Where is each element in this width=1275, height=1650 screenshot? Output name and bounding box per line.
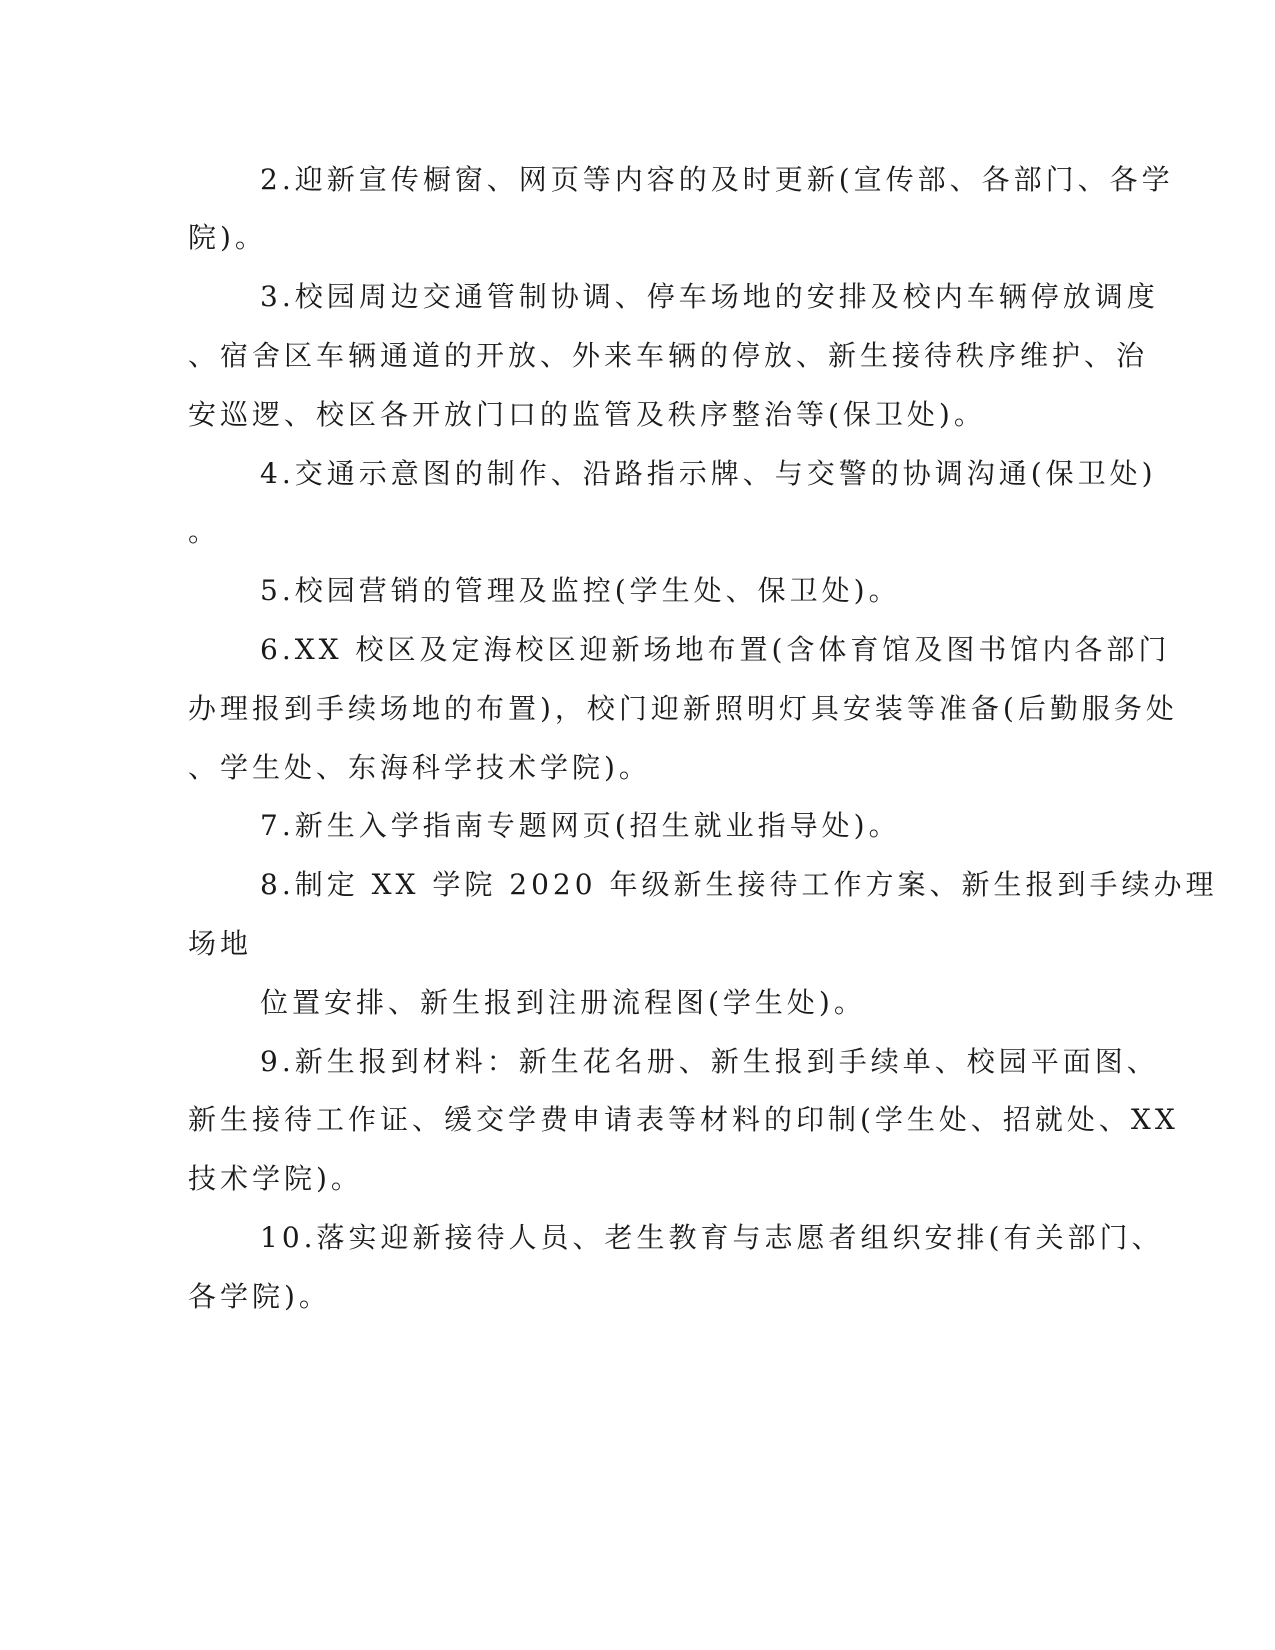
paragraph-9-line-3: 技术学院)。 — [188, 1162, 363, 1195]
paragraph-10-line-2: 各学院)。 — [188, 1280, 331, 1313]
paragraph-6-line-2: 办理报到手续场地的布置)，校门迎新照明灯具安装等准备(后勤服务处 — [188, 692, 1178, 725]
paragraph-8-continuation: 位置安排、新生报到注册流程图(学生处)。 — [260, 986, 866, 1019]
paragraph-10-line-1: 10.落实迎新接待人员、老生教育与志愿者组织安排(有关部门、 — [260, 1221, 1164, 1254]
paragraph-8-line-2: 场地 — [188, 927, 253, 960]
paragraph-3-line-2: 、宿舍区车辆通道的开放、外来车辆的停放、新生接待秩序维护、治 — [188, 339, 1149, 372]
paragraph-2-line-2: 院)。 — [188, 221, 267, 254]
paragraph-3-line-3: 安巡逻、校区各开放门口的监管及秩序整治等(保卫处)。 — [188, 398, 986, 431]
paragraph-7-line-1: 7.新生入学指南专题网页(招生就业指导处)。 — [260, 809, 901, 842]
paragraph-3-line-1: 3.校园周边交通管制协调、停车场地的安排及校内车辆停放调度 — [260, 280, 1159, 313]
paragraph-5-line-1: 5.校园营销的管理及监控(学生处、保卫处)。 — [260, 574, 901, 607]
paragraph-2-line-1: 2.迎新宣传橱窗、网页等内容的及时更新(宣传部、各部门、各学 — [260, 163, 1174, 196]
paragraph-4-line-1: 4.交通示意图的制作、沿路指示牌、与交警的协调沟通(保卫处) — [260, 457, 1157, 490]
paragraph-8-line-1: 8.制定 XX 学院 2020 年级新生接待工作方案、新生报到手续办理 — [260, 868, 1218, 901]
paragraph-9-line-1: 9.新生报到材料：新生花名册、新生报到手续单、校园平面图、 — [260, 1045, 1159, 1078]
paragraph-9-line-2: 新生接待工作证、缓交学费申请表等材料的印制(学生处、招就处、XX — [188, 1103, 1179, 1136]
paragraph-6-line-1: 6.XX 校区及定海校区迎新场地布置(含体育馆及图书馆内各部门 — [260, 633, 1171, 666]
paragraph-6-line-3: 、学生处、东海科学技术学院)。 — [188, 751, 651, 784]
paragraph-4-line-2: 。 — [188, 515, 221, 548]
